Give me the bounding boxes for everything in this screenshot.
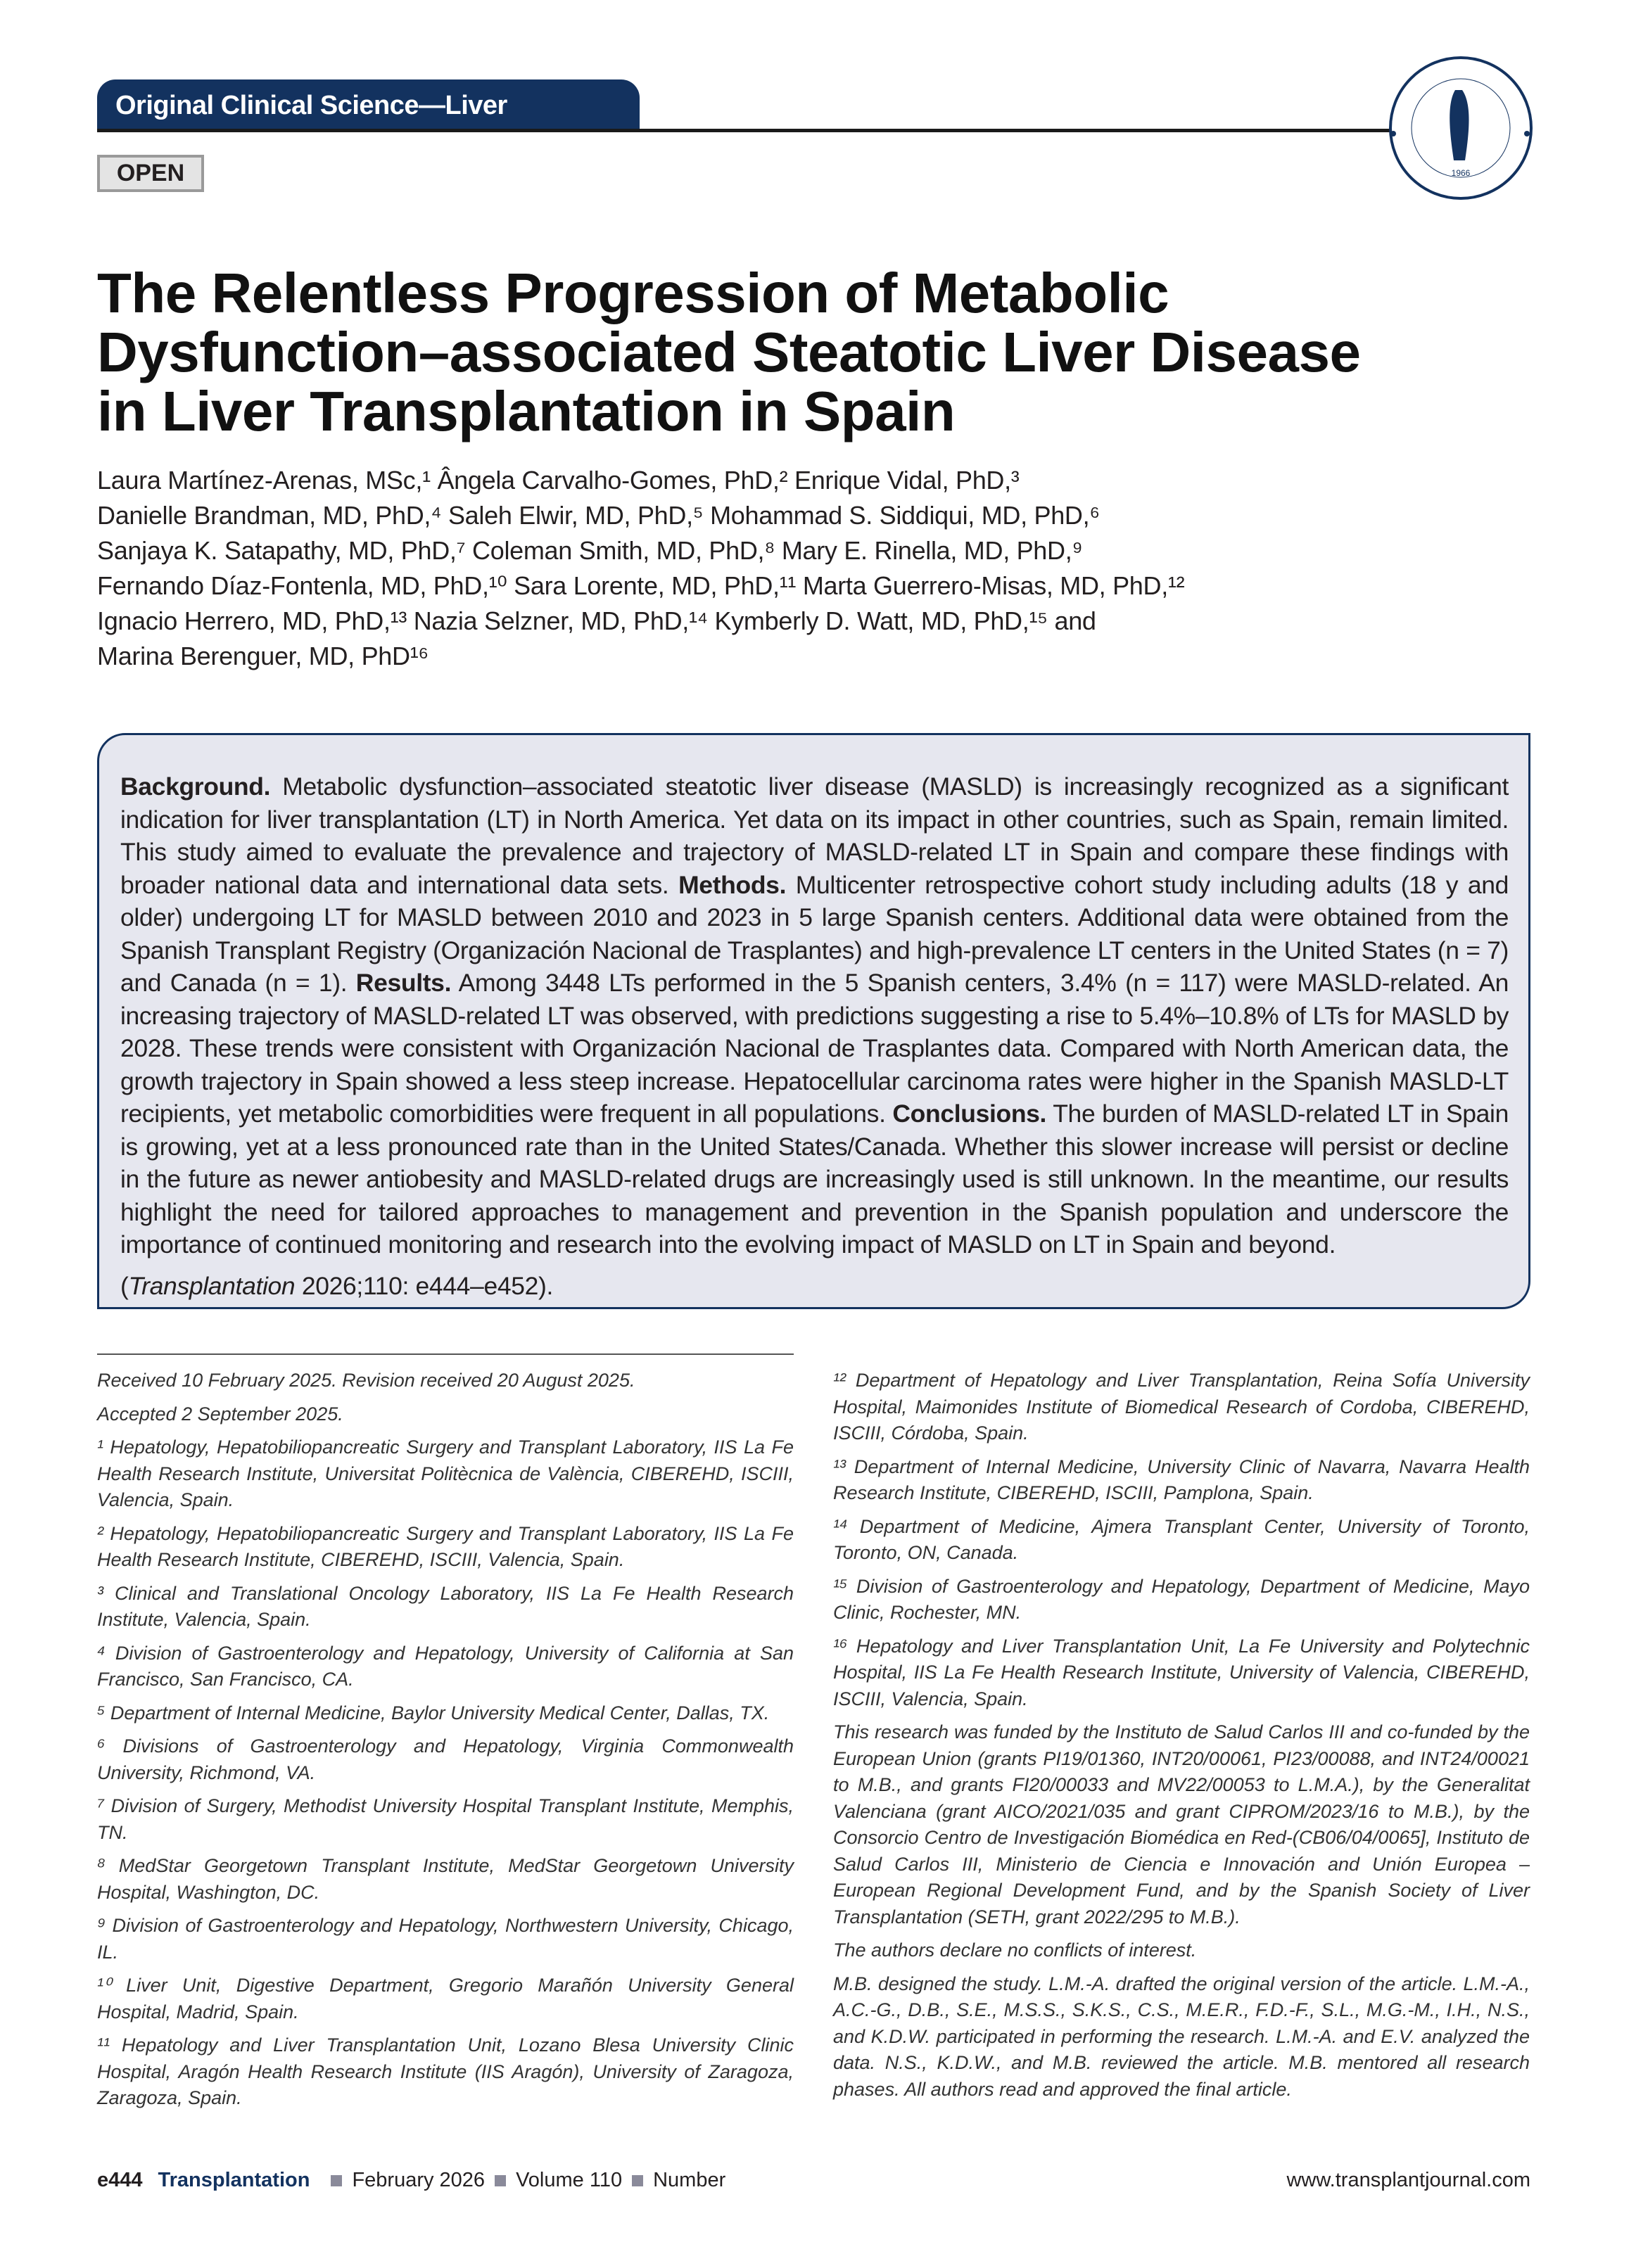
author-line: Laura Martínez-Arenas, MSc,¹ Ângela Carvalho-Gomes, PhD,² Enrique Vidal, PhD,³	[97, 466, 1020, 495]
footnote: M.B. designed the study. L.M.-A. drafted the original version of the article. L.M.-A., A.C.-G., D.B., S.E., M.S.S., S.K.S., C.S., M.E.R., F.D.-F., S.L., M.G.-M., I.H., N.S., and K.D.W. participated in performing the research. L.M.-A. and E.V. analyzed the data. N.S., K.D.W., and M.B. reviewed the article. M.B. mentored all research phases. All authors read and approved the final article.	[833, 1973, 1530, 2100]
page-footer	[97, 2169, 1530, 2192]
results-text: Among 3448 LTs performed in the 5 Spanish centers, 3.4% (n = 117) were MASLD-related. An increasing trajectory of MASLD-related LT was observed, with predictions suggesting a rise to 5.4%–10.8% of LTs for MASLD by 2028. These trends were consistent with Organización Nacional de Trasplantes data. Compared with North American data, the growth trajectory in Spain showed a less steep increase. Hepatocellular carcinoma rates were higher in the Spanish MASLD-LT recipients, yet metabolic comorbidities were frequent in all populations.	[120, 969, 1509, 1128]
issue-date: February 2026	[352, 2169, 486, 2191]
section-label: Original Clinical Science—Liver	[97, 79, 640, 130]
footnote: ¹⁶ Hepatology and Liver Transplantation Unit, La Fe University and Polytechnic Hospital, IIS La Fe Health Research Institute, University of Valencia, CIBEREHD, ISCIII, Valencia, Spain.	[833, 1635, 1530, 1709]
footnote: ⁵ Department of Internal Medicine, Baylor University Medical Center, Dallas, TX.	[97, 1702, 770, 1724]
author-list	[97, 463, 1184, 674]
citation: (Transplantation 2026;110: e444–e452).	[120, 1271, 554, 1300]
separator-square-icon	[331, 2175, 342, 2186]
conclusions-label: Conclusions.	[892, 1100, 1047, 1128]
svg-text:1966: 1966	[1451, 168, 1471, 178]
page-number: e444	[97, 2169, 143, 2191]
title-line: Dysfunction–associated Steatotic Liver Disease	[97, 321, 1361, 383]
author-line: Sanjaya K. Satapathy, MD, PhD,⁷ Coleman Smith, MD, PhD,⁸ Mary E. Rinella, MD, PhD,⁹	[97, 536, 1083, 565]
methods-label: Methods.	[678, 870, 787, 899]
footnote: ³ Clinical and Translational Oncology Laboratory, IIS La Fe Health Research Institute, Valencia, Spain.	[97, 1582, 794, 1630]
footnote: ¹⁰ Liver Unit, Digestive Department, Gregorio Marañón University General Hospital, Madrid, Spain.	[97, 1975, 794, 2022]
footnotes-right	[833, 1368, 1530, 2110]
conclusions-text: The burden of MASLD-related LT in Spain is growing, yet at a less pronounced rate than in the United States/Canada. Whether this slower increase will persist or decline in the future as newer antiobesity and MASLD-related drugs are increasingly used is still unknown. In the meantime, our results highlight the need for tailored approaches to management and prevention in the Spanish population and underscore the importance of continued monitoring and research into the evolving impact of MASLD on LT in Spain and beyond.	[120, 1100, 1509, 1259]
footnote: ¹² Department of Hepatology and Liver Transplantation, Reina Sofía University Hospital, Maimonides Institute of Biomedical Research of Cordoba, CIBEREHD, ISCIII, Córdoba, Spain.	[833, 1370, 1530, 1444]
footnote: ¹ Hepatology, Hepatobiliopancreatic Surgery and Transplant Laboratory, IIS La Fe Health Research Institute, Universitat Politècnica de València, CIBEREHD, ISCIII, Valencia, Spain.	[97, 1436, 794, 1510]
author-line: Ignacio Herrero, MD, PhD,¹³ Nazia Selzner, MD, PhD,¹⁴ Kymberly D. Watt, MD, PhD,¹⁵ and	[97, 606, 1096, 635]
footnote: ⁶ Divisions of Gastroenterology and Hepatology, Virginia Commonwealth University, Richmond, VA.	[97, 1735, 794, 1783]
society-logo-icon	[1388, 55, 1534, 201]
citation-journal: Transplantation	[128, 1271, 296, 1300]
journal-url[interactable]: www.transplantjournal.com	[1286, 2169, 1530, 2191]
title-line: The Relentless Progression of Metabolic	[97, 262, 1169, 324]
footnote: ¹³ Department of Internal Medicine, University Clinic of Navarra, Navarra Health Research Institute, CIBEREHD, ISCIII, Pamplona, Spain.	[833, 1455, 1530, 1503]
issue-number: Number	[653, 2169, 726, 2191]
footnote: This research was funded by the Instituto de Salud Carlos III and co-funded by the European Union (grants PI19/01360, INT20/00061, PI23/00088, and INT24/00021 to M.B., and grants FI20/00033 and MV22/00053 to L.M.A.), by the Generalitat Valenciana (grant AICO/2021/035 and grant CIPROM/2023/16 to M.B.), by the Consorcio Centro de Investigación Biomédica en Red-(CB06/04/0065], Instituto de Salud Carlos III, Ministerio de Ciencia e Innovación and Unión Europea – European Regional Development Fund, and by the Spanish Society of Liver Transplantation (SETH, grant 2022/295 to M.B.).	[833, 1721, 1530, 1928]
footnote: ⁸ MedStar Georgetown Transplant Institute, MedStar Georgetown University Hospital, Washington, DC.	[97, 1855, 794, 1903]
article-title	[97, 264, 1575, 441]
footnote: Accepted 2 September 2025.	[97, 1403, 343, 1425]
title-line: in Liver Transplantation in Spain	[97, 380, 956, 442]
header-rule	[97, 129, 1392, 132]
footnotes-left	[97, 1353, 794, 2119]
footnote: The authors declare no conflicts of interest.	[833, 1939, 1197, 1961]
footnote: ⁷ Division of Surgery, Methodist University Hospital Transplant Institute, Memphis, TN.	[97, 1795, 794, 1843]
separator-square-icon	[632, 2175, 643, 2186]
footnote: ¹⁵ Division of Gastroenterology and Hepatology, Department of Medicine, Mayo Clinic, Rochester, MN.	[833, 1575, 1530, 1623]
author-line: Marina Berenguer, MD, PhD¹⁶	[97, 642, 429, 670]
author-line: Fernando Díaz-Fontenla, MD, PhD,¹⁰ Sara Lorente, MD, PhD,¹¹ Marta Guerrero-Misas, MD, PhD,¹²	[97, 571, 1185, 600]
footnote: ² Hepatology, Hepatobiliopancreatic Surgery and Transplant Laboratory, IIS La Fe Health Research Institute, CIBEREHD, ISCIII, Valencia, Spain.	[97, 1522, 794, 1570]
background-text: Metabolic dysfunction–associated steatotic liver disease (MASLD) is increasingly recognized as a significant indication for liver transplantation (LT) in North America. Yet data on its impact in other countries, such as Spain, remain limited. This study aimed to evaluate the prevalence and trajectory of MASLD-related LT in Spain and compare these findings with broader national data and international data sets.	[120, 772, 1509, 899]
background-label: Background.	[120, 772, 271, 801]
volume: Volume 110	[516, 2169, 623, 2191]
footnote: ¹¹ Hepatology and Liver Transplantation Unit, Lozano Blesa University Clinic Hospital, Aragón Health Research Institute (IIS Aragón), University of Zaragoza, Zaragoza, Spain.	[97, 2034, 794, 2108]
abstract-box	[97, 733, 1530, 1309]
footnote: ¹⁴ Department of Medicine, Ajmera Transplant Center, University of Toronto, Toronto, ON, Canada.	[833, 1515, 1530, 1563]
open-access-badge: OPEN	[97, 155, 204, 192]
results-label: Results.	[355, 969, 452, 997]
footnote: Received 10 February 2025. Revision received 20 August 2025.	[97, 1370, 635, 1391]
journal-name: Transplantation	[158, 2169, 310, 2191]
citation-details: 2026;110: e444–e452).	[295, 1271, 554, 1300]
author-line: Danielle Brandman, MD, PhD,⁴ Saleh Elwir, MD, PhD,⁵ Mohammad S. Siddiqui, MD, PhD,⁶	[97, 501, 1100, 530]
footnote: ⁹ Division of Gastroenterology and Hepatology, Northwestern University, Chicago, IL.	[97, 1915, 794, 1963]
methods-text: Multicenter retrospective cohort study including adults (18 y and older) undergoing LT for MASLD between 2010 and 2023 in 5 large Spanish centers. Additional data were obtained from the Spanish Transplant Registry (Organización Nacional de Trasplantes) and high-prevalence LT centers in the United States (n = 7) and Canada (n = 1).	[120, 870, 1509, 997]
abstract-text	[120, 770, 1509, 1261]
separator-square-icon	[495, 2175, 506, 2186]
footnote: ⁴ Division of Gastroenterology and Hepatology, University of California at San Francisco, San Francisco, CA.	[97, 1642, 794, 1690]
